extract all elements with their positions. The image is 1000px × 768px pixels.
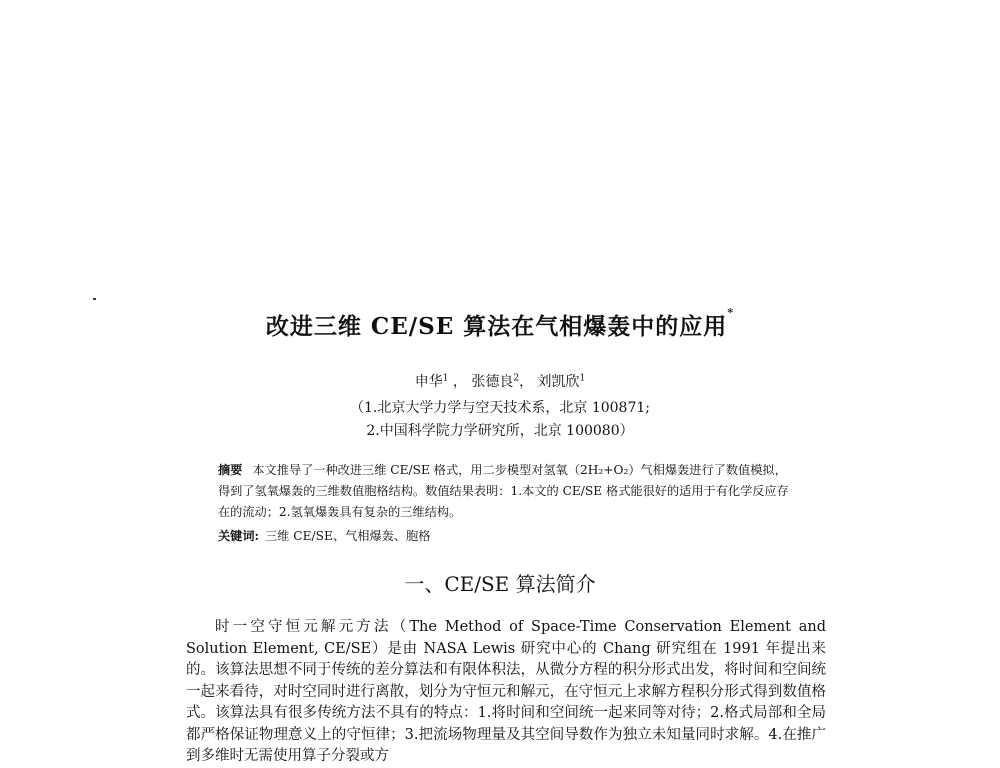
scan-speck (93, 298, 96, 300)
author-3-affil-mark: 1 (579, 373, 586, 384)
paper-title (0, 308, 1000, 341)
abstract-label: 摘要 (218, 463, 243, 477)
section-heading: 一、CE/SE 算法简介 (404, 572, 596, 596)
author-1 (415, 374, 467, 390)
affiliation-2: 2.中国科学院力学研究所，北京 100080） (366, 423, 634, 439)
abstract (218, 460, 794, 523)
author-1-name: 申华 (414, 374, 443, 390)
author-2-name: 张德良 (471, 374, 514, 390)
author-3 (538, 374, 586, 390)
body-paragraph: 时一空守恒元解元方法（The Method of Space-Time Conservation Element and Solution Element, CE/SE）是由 NASA Lewis 研究中心的 Chang 研究组在 1991 年提出来的。该算法思想不同于传统的差分算法和有限体积法，从微分方程的积分形式出发，将时间和空间统一起来看待，对时空同时进行离散，划分为守恒元和解元，在守恒元上求解方程积分形式得到数值格式。该算法具有很多传统方法不具有的特点：1.将时间和空间统一起来同等对待；2.格式局部和全局都严格保证物理意义上的守恒律；3.把流场物理量及其空间导数作为独立未知量同时求解。4.在推广到多维时无需使用算子分裂或方 (186, 619, 826, 764)
title-footnote-mark: * (727, 306, 735, 319)
author-2 (471, 374, 533, 390)
abstract-text: 本文推导了一种改进三维 CE/SE 格式，用二步模型对氢氧（2H₂+O₂）气相爆轰进行了数值模拟，得到了氢氧爆轰的三维数值胞格结构。数值结果表明：1.本文的 CE/SE 格式能很好的适用于有化学反应存在的流动；2.氢氧爆轰具有复杂的三维结构。 (218, 463, 789, 519)
author-separator: ， (448, 374, 467, 390)
keywords (218, 527, 794, 544)
keywords-label: 关键词: (218, 529, 260, 543)
author-line (0, 371, 1000, 391)
author-2-affil-mark: 2 (513, 373, 520, 384)
affiliation-1: （1.北京大学力学与空天技术系，北京 100871; (350, 400, 650, 416)
paper-title-text: 改进三维 CE/SE 算法在气相爆轰中的应用 (265, 313, 728, 340)
keywords-text: 三维 CE/SE、气相爆轰、胞格 (265, 529, 431, 543)
author-separator: ， (519, 374, 534, 390)
author-1-affil-mark: 1 (442, 373, 449, 384)
author-3-name: 刘凯欣 (537, 374, 580, 390)
